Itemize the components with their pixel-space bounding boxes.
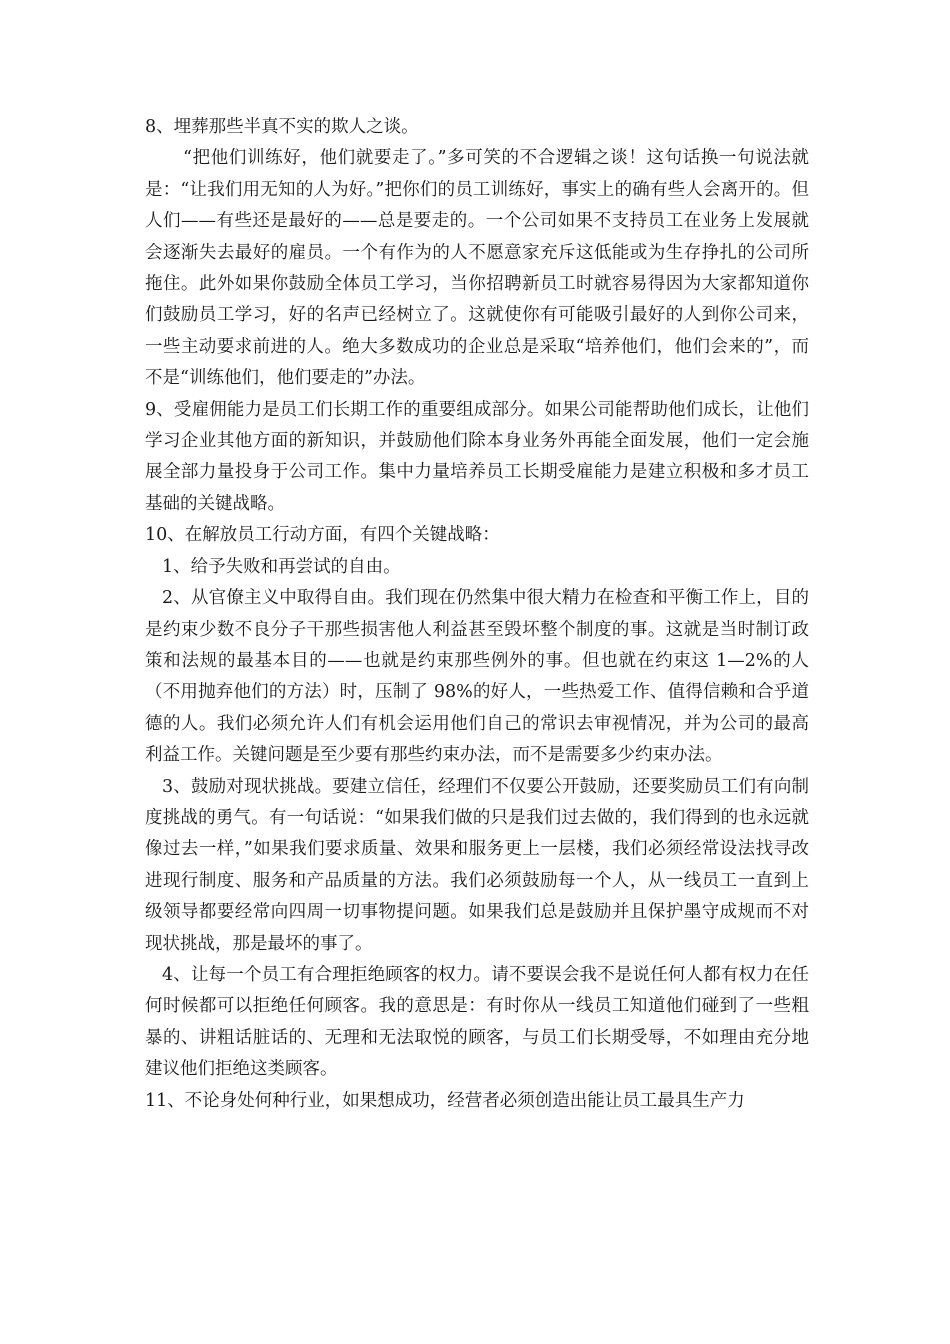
paragraph-10-item-4: 4、让每一个员工有合理拒绝顾客的权力。请不要误会我不是说任何人都有权力在任何时候都可以拒绝任何顾客。我的意思是：有时你从一线员工知道他们碰到了一些粗暴的、讲粗话脏话的、无理和无法取悦的顾客，与员工们长期受辱，不如理由充分地建议他们拒绝这类顾客。 bbox=[145, 964, 809, 1080]
paragraph-11: 11、不论身处何种行业，如果想成功，经营者必须创造出能让员工最具生产力 bbox=[145, 1090, 745, 1111]
paragraph-8-heading: 8、埋葬那些半真不实的欺人之谈。 bbox=[145, 117, 419, 137]
document-body bbox=[145, 112, 809, 1117]
paragraph-10-item-2: 2、从官僚主义中取得自由。我们现在仍然集中很大精力在检查和平衡工作上，目的是约束少数不良分子干那些损害他人利益甚至毁坏整个制度的事。这就是当时制订政策和法规的最基本目的——也就是约束那些例外的事。但也就在约束这 1—2%的人（不用抛弃他们的方法）时，压制了 98%的好人，一些热爱工作、值得信赖和合乎道德的人。我们必须允许人们有机会运用他们自己的常识去审视情况，并为公司的最高利益工作。关键问题是至少要有那些约束办法，而不是需要多少约束办法。 bbox=[145, 588, 809, 766]
paragraph-8-body: “把他们训练好，他们就要走了。”多可笑的不合逻辑之谈！这句话换一句说法就是：“让我们用无知的人为好。”把你们的员工训练好，事实上的确有些人会离开的。但人们——有些还是最好的——总是要走的。一个公司如果不支持员工在业务上发展就会逐渐失去最好的雇员。一个有作为的人不愿意家充斥这低能或为生存挣扎的公司所拖住。此外如果你鼓励全体员工学习，当你招聘新员工时就容易得因为大家都知道你们鼓励员工学习，好的名声已经树立了。这就使你有可能吸引最好的人到你公司来，一些主动要求前进的人。绝大多数成功的企业总是采取“培养他们，他们会来的”，而不是“训练他们，他们要走的”办法。 bbox=[145, 148, 809, 389]
paragraph-10-heading: 10、在解放员工行动方面，有四个关键战略： bbox=[145, 525, 500, 546]
paragraph-10-item-3: 3、鼓励对现状挑战。要建立信任，经理们不仅要公开鼓励，还要奖励员工们有向制度挑战的勇气。有一句话说：“如果我们做的只是我们过去做的，我们得到的也永远就像过去一样，”如果我们要求质量、效果和服务更上一层楼，我们必须经常设法找寻改进现行制度、服务和产品质量的方法。我们必须鼓励每一个人，从一线员工一直到上级领导都要经常向四周一切事物提问题。如果我们总是鼓励并且保护墨守成规而不对现状挑战，那是最坏的事了。 bbox=[145, 776, 809, 954]
paragraph-9: 9、受雇佣能力是员工们长期工作的重要组成部分。如果公司能帮助他们成长，让他们学习企业其他方面的新知识，并鼓励他们除本身业务外再能全面发展，他们一定会施展全部力量投身于公司工作。集中力量培养员工长期受雇能力是建立积极和多才员工基础的关键战略。 bbox=[145, 399, 809, 514]
paragraph-10-item-1: 1、给予失败和再尝试的自由。 bbox=[162, 556, 401, 577]
